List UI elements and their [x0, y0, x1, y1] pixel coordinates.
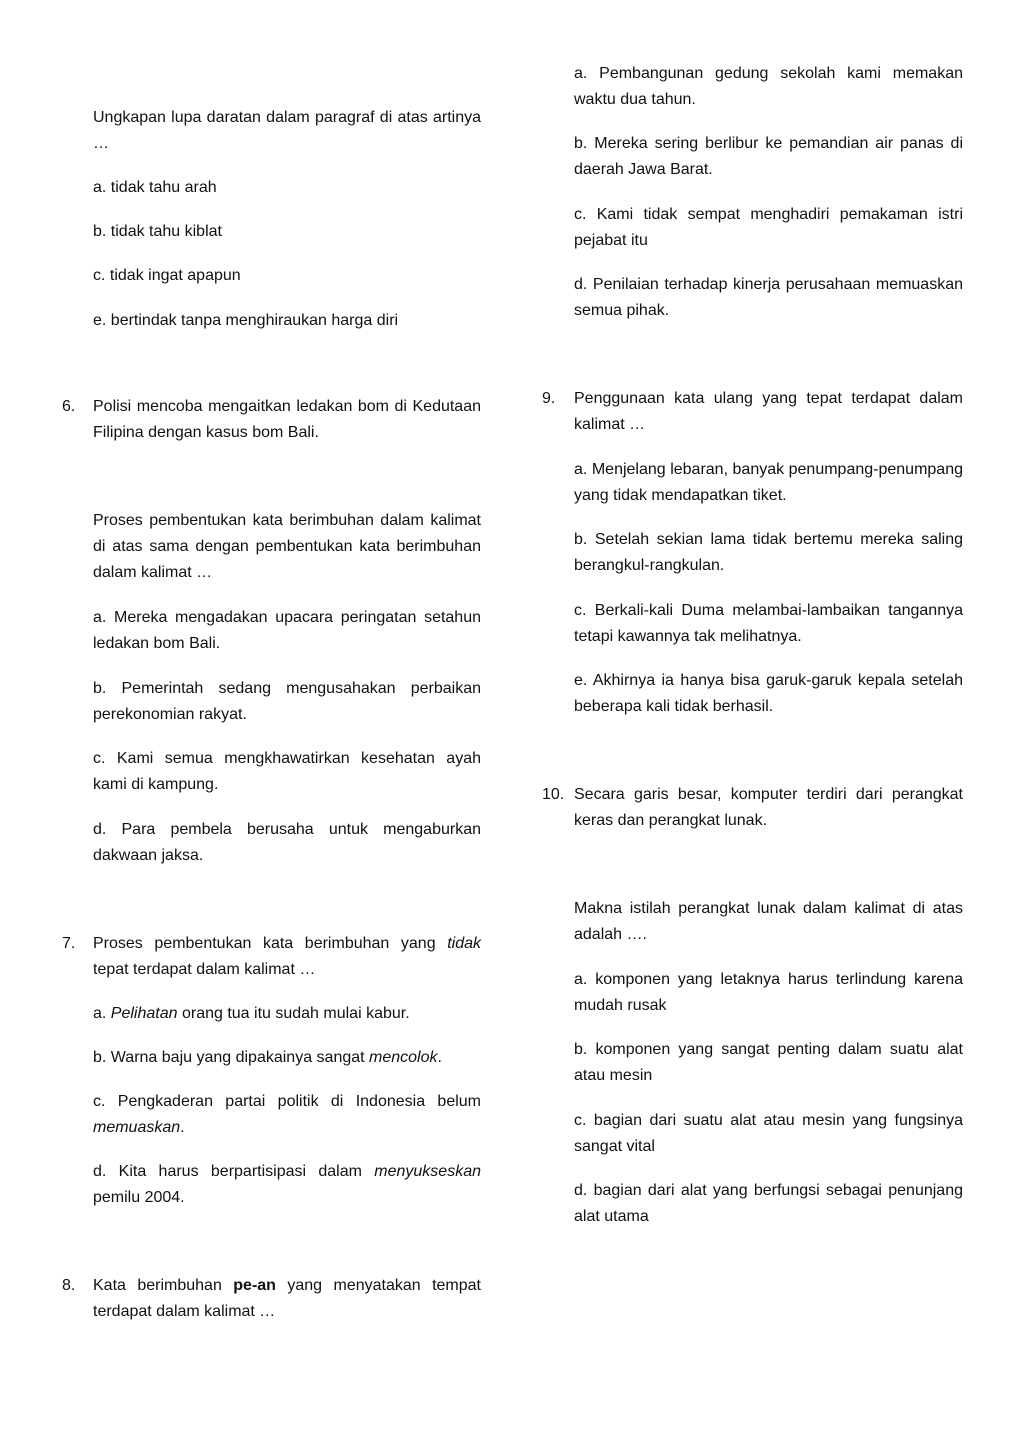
q6-text: Polisi mencoba mengaitkan ledakan bom di Kedutaan Filipina dengan kasus bom Bali. — [93, 398, 481, 441]
q6-option-c: c. Kami semua mengkhawatirkan kesehatan ayah kami di kampung. — [93, 750, 481, 793]
q6-option-a: a. Mereka mengadakan upacara peringatan setahun ledakan bom Bali. — [93, 609, 481, 652]
q7-option-c-prefix: c. Pengkaderan partai politik di Indonesia belum — [93, 1093, 481, 1110]
q5-option-e: e. bertindak tanpa menghiraukan harga diri — [93, 312, 399, 329]
q7-stem — [93, 931, 481, 983]
q6-stem: Proses pembentukan kata berimbuhan dalam kalimat di atas sama dengan pembentukan kata berimbuhan dalam kalimat … — [93, 512, 481, 581]
q7-option-c — [93, 1089, 481, 1141]
q7-option-a-prefix: a. — [93, 1005, 111, 1022]
q10-option-b: b. komponen yang sangat penting dalam suatu alat atau mesin — [574, 1041, 963, 1084]
q8-option-a: a. Pembangunan gedung sekolah kami memakan waktu dua tahun. — [574, 65, 963, 108]
q8-option-b: b. Mereka sering berlibur ke pemandian air panas di daerah Jawa Barat. — [574, 135, 963, 178]
q7-stem-emphasis: tidak — [447, 935, 481, 952]
q7-stem-end: tepat terdapat dalam kalimat … — [93, 961, 316, 978]
q7-option-c-italic: memuaskan — [93, 1119, 181, 1136]
q7-option-c-suffix: . — [180, 1119, 185, 1136]
q5-option-a: a. tidak tahu arah — [93, 179, 217, 196]
q7-number: 7. — [62, 935, 76, 952]
q5-option-c: c. tidak ingat apapun — [93, 267, 241, 284]
q6-number: 6. — [62, 398, 76, 415]
q7-option-d — [93, 1159, 481, 1211]
q7-option-d-suffix: pemilu 2004. — [93, 1189, 185, 1206]
q9-number: 9. — [542, 390, 556, 407]
q7-stem-start: Proses pembentukan kata berimbuhan yang — [93, 935, 448, 952]
q8-option-c: c. Kami tidak sempat menghadiri pemakaman istri pejabat itu — [574, 206, 963, 249]
q7-option-a — [93, 1001, 481, 1027]
q7-option-d-italic: menyukseskan — [374, 1163, 481, 1180]
q7-option-b-prefix: b. Warna baju yang dipakainya sangat — [93, 1049, 370, 1066]
q6-option-d: d. Para pembela berusaha untuk mengaburkan dakwaan jaksa. — [93, 821, 481, 864]
q8-stem-bold: pe-an — [233, 1277, 276, 1294]
q5-option-b: b. tidak tahu kiblat — [93, 223, 222, 240]
q9-option-a: a. Menjelang lebaran, banyak penumpang-penumpang yang tidak mendapatkan tiket. — [574, 461, 963, 504]
q10-option-a: a. komponen yang letaknya harus terlindung karena mudah rusak — [574, 971, 963, 1014]
q7-option-b-suffix: . — [437, 1049, 442, 1066]
q7-option-b-italic: mencolok — [369, 1049, 438, 1066]
q6-option-b: b. Pemerintah sedang mengusahakan perbaikan perekonomian rakyat. — [93, 680, 481, 723]
q10-stem: Makna istilah perangkat lunak dalam kalimat di atas adalah …. — [574, 900, 963, 943]
q9-stem: Penggunaan kata ulang yang tepat terdapat dalam kalimat … — [574, 390, 963, 433]
q7-option-b — [93, 1045, 481, 1071]
q10-text: Secara garis besar, komputer terdiri dari perangkat keras dan perangkat lunak. — [574, 786, 963, 829]
q7-option-d-prefix: d. Kita harus berpartisipasi dalam — [93, 1163, 375, 1180]
q8-stem-end: yang menyatakan tempat terdapat dalam kalimat … — [93, 1277, 482, 1320]
q5-stem: Ungkapan lupa daratan dalam paragraf di atas artinya … — [93, 109, 481, 152]
q10-option-d: d. bagian dari alat yang berfungsi sebagai penunjang alat utama — [574, 1182, 963, 1225]
q10-option-c: c. bagian dari suatu alat atau mesin yang fungsinya sangat vital — [574, 1112, 963, 1155]
q9-option-e: e. Akhirnya ia hanya bisa garuk-garuk kepala setelah beberapa kali tidak berhasil. — [574, 672, 963, 715]
q8-number: 8. — [62, 1277, 76, 1294]
q7-option-a-italic: Pelihatan — [110, 1005, 178, 1022]
q8-stem — [93, 1273, 481, 1325]
q9-option-c: c. Berkali-kali Duma melambai-lambaikan tangannya tetapi kawannya tak melihatnya. — [574, 602, 963, 645]
q10-number: 10. — [542, 786, 565, 803]
q8-stem-start: Kata berimbuhan — [93, 1277, 234, 1294]
q8-option-d: d. Penilaian terhadap kinerja perusahaan memuaskan semua pihak. — [574, 276, 963, 319]
q9-option-b: b. Setelah sekian lama tidak bertemu mereka saling berangkul-rangkulan. — [574, 531, 963, 574]
q7-option-a-suffix: orang tua itu sudah mulai kabur. — [177, 1005, 410, 1022]
